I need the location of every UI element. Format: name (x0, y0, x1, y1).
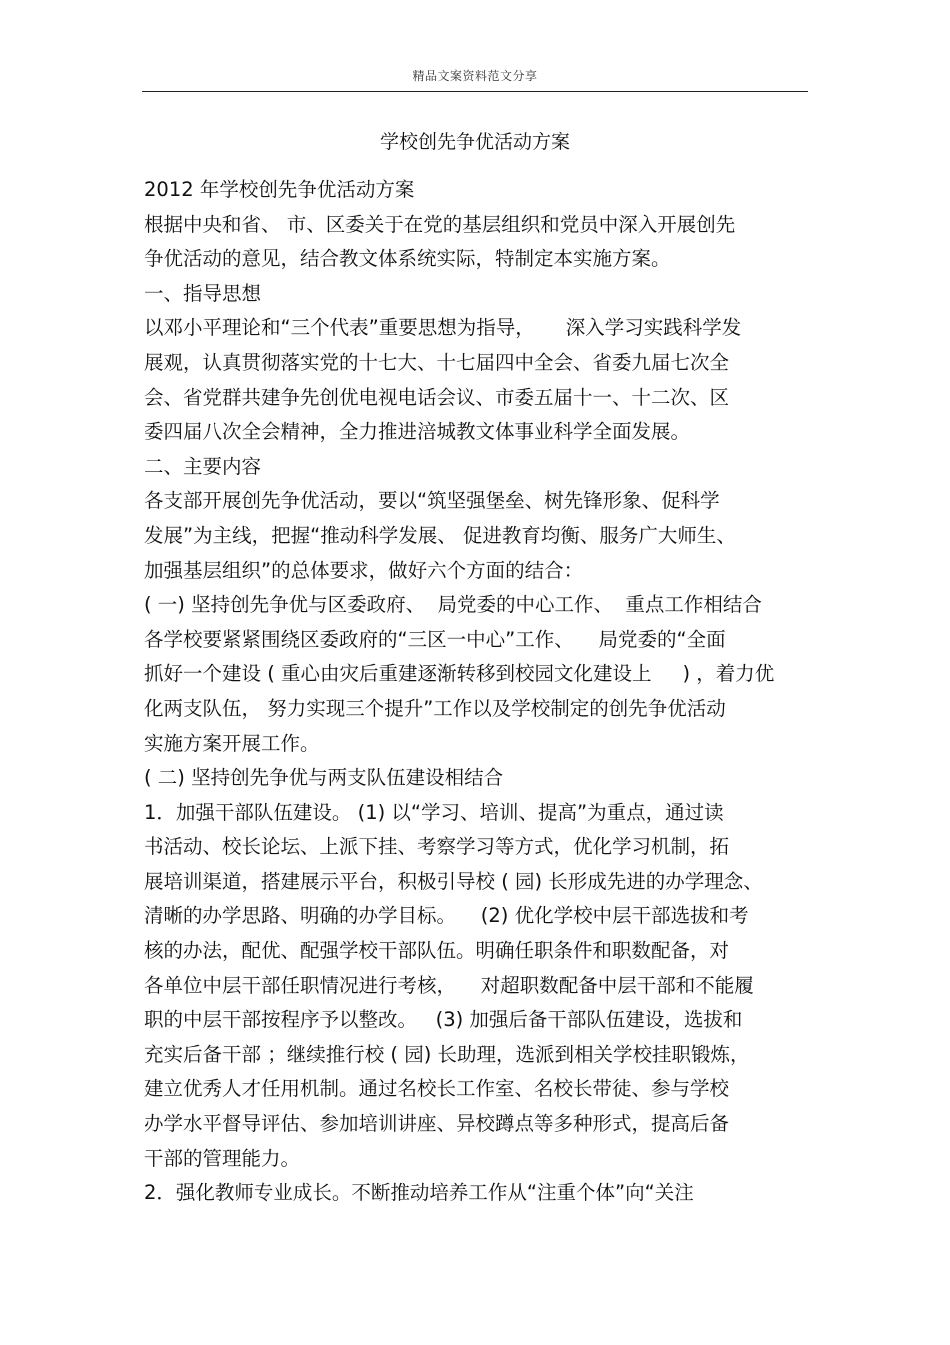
body-line: 建立优秀人才任用机制。通过名校长工作室、名校长带徒、参与学校 (144, 1077, 730, 1101)
body-line: 2012 年学校创先争优活动方案 (144, 178, 415, 201)
section-heading: 二、主要内容 (144, 454, 262, 478)
body-line: 根据中央和省、 市、区委关于在党的基层组织和党员中深入开展创先 (144, 212, 736, 236)
body-line: 会、省党群共建争先创优电视电话会议、市委五届十一、十二次、区 (144, 385, 730, 409)
subsection-heading: ( 二) 坚持创先争优与两支队伍建设相结合 (144, 766, 504, 790)
body-line: 争优活动的意见，结合教文体系统实际，特制定本实施方案。 (144, 247, 671, 271)
subsection-heading: ( 一) 坚持创先争优与区委政府、 局党委的中心工作、 重点工作相结合 (144, 593, 762, 617)
body-line: 清晰的办学思路、明确的办学目标。 (2) 优化学校中层干部选拔和考 (144, 904, 749, 928)
body-line: 加强基层组织”的总体要求，做好六个方面的结合： (144, 558, 584, 582)
running-header: 精品文案资料范文分享 (412, 69, 538, 83)
body-line: 展观，认真贯彻落实党的十七大、十七届四中全会、省委九届七次全 (144, 350, 730, 374)
document-title: 学校创先争优活动方案 (379, 131, 570, 153)
body-line: 1．加强干部队伍建设。 (1) 以“学习、培训、提高”为重点，通过读 (144, 800, 724, 824)
body-line: 办学水平督导评估、参加培训讲座、异校蹲点等多种形式，提高后备 (144, 1112, 730, 1136)
body-line: 实施方案开展工作。 (144, 731, 320, 755)
body-line: 各学校要紧紧围绕区委政府的“三区一中心”工作、 局党委的“全面 (144, 627, 726, 651)
body-line: 书活动、校长论坛、上派下挂、考察学习等方式，优化学习机制，拓 (144, 835, 730, 859)
section-heading: 一、指导思想 (144, 281, 262, 305)
body-line: 干部的管理能力。 (144, 1146, 301, 1170)
body-line: 充实后备干部 ；继续推行校 ( 园) 长助理，选派到相关学校挂职锻炼， (144, 1042, 750, 1066)
body-line: 核的办法，配优、配强学校干部队伍。明确任职条件和职数配备，对 (144, 939, 730, 963)
body-line: 以邓小平理论和“三个代表”重要思想为指导， 深入学习实践科学发 (144, 316, 742, 340)
body-line: 化两支队伍， 努力实现三个提升”工作以及学校制定的创先争优活动 (144, 696, 726, 720)
body-line: 各支部开展创先争优活动，要以“筑坚强堡垒、树先锋形象、促科学 (144, 489, 720, 513)
header-divider (142, 91, 808, 92)
document-body (144, 173, 814, 1211)
body-line: 各单位中层干部任职情况进行考核， 对超职数配备中层干部和不能履 (144, 973, 754, 997)
body-line: 抓好一个建设 ( 重心由灾后重建逐渐转移到校园文化建设上 ) ，着力优 (144, 662, 775, 686)
body-line: 发展”为主线，把握“推动科学发展、 促进教育均衡、服务广大师生、 (144, 523, 736, 547)
body-line: 展培训渠道，搭建展示平台，积极引导校 ( 园) 长形成先进的办学理念、 (144, 869, 763, 893)
body-line: 委四届八次全会精神，全力推进涪城教文体事业科学全面发展。 (144, 420, 691, 444)
body-line: 职的中层干部按程序予以整改。 (3) 加强后备干部队伍建设，选拔和 (144, 1008, 743, 1032)
body-line: 2．强化教师专业成长。不断推动培养工作从“注重个体”向“关注 (144, 1181, 694, 1205)
